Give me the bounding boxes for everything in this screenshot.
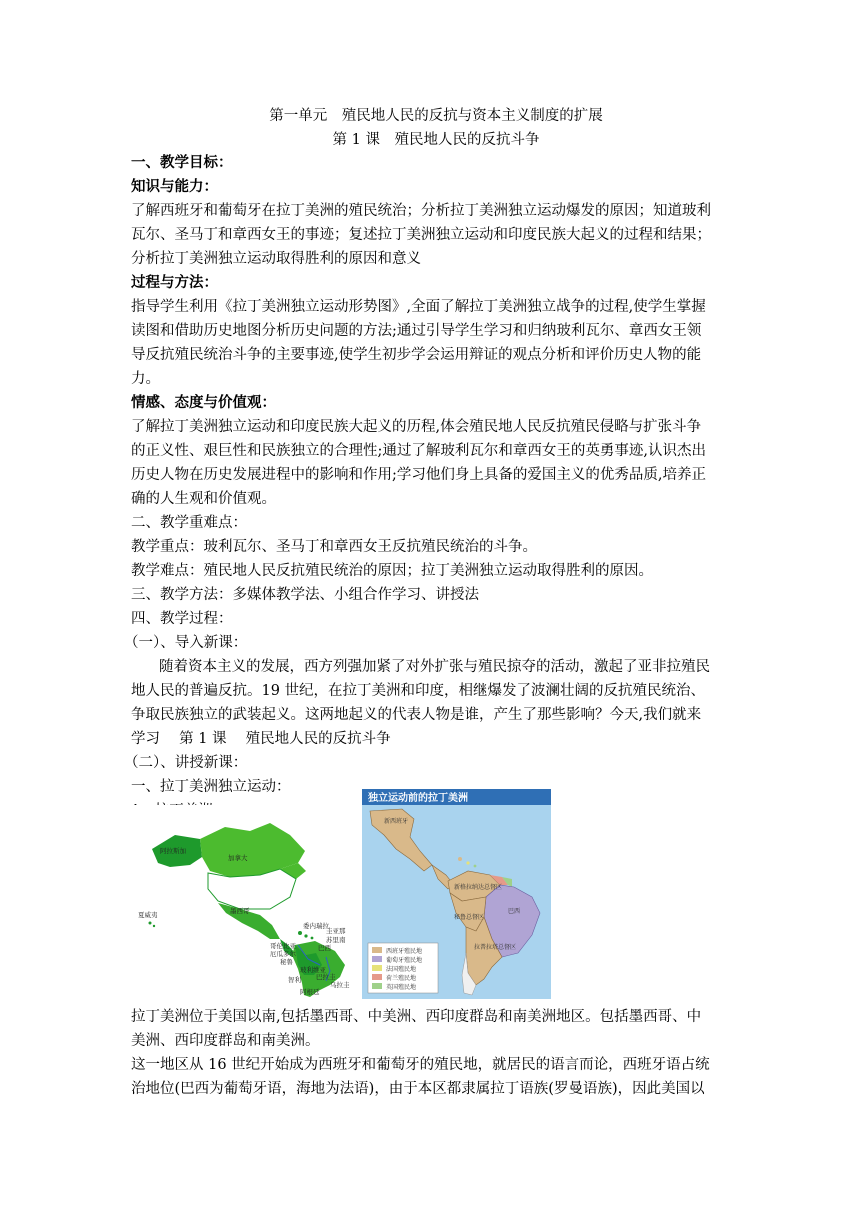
map-title: 独立运动前的拉丁美洲 bbox=[368, 793, 468, 804]
map-figures bbox=[130, 785, 555, 1000]
attitude-line: 确的人生观和价值观。 bbox=[131, 491, 276, 507]
map-label: 阿根廷 bbox=[300, 988, 320, 996]
body-line: 美洲、西印度群岛和南美洲。 bbox=[131, 1033, 320, 1049]
map-label: 苏里南 bbox=[326, 936, 346, 944]
legend-swatch bbox=[372, 983, 382, 989]
legend-swatch bbox=[372, 956, 382, 962]
attitude-heading: 情感、态度与价值观： bbox=[131, 394, 276, 411]
map-label: 智利 bbox=[288, 976, 301, 984]
body-line: 这一地区从 16 世纪开始成为西班牙和葡萄牙的殖民地，就居民的语言而论，西班牙语占统 bbox=[131, 1057, 710, 1073]
unit-title: 第一单元 殖民地人民的反抗与资本主义制度的扩展 bbox=[269, 108, 603, 124]
intro-line: 争取民族独立的武装起义。这两地起义的代表人物是谁，产生了那些影响？今天,我们就来 bbox=[131, 707, 702, 723]
legend-label: 葡萄牙殖民地 bbox=[386, 957, 423, 964]
process-method-line: 指导学生利用《拉丁美洲独立运动形势图》,全面了解拉丁美洲独立战争的过程,使学生掌握 bbox=[131, 299, 706, 315]
region-label: 拉普拉塔总督区 bbox=[474, 944, 517, 951]
goals-heading: 一、教学目标： bbox=[131, 154, 233, 171]
process-method-line: 导反抗殖民统治斗争的主要事迹,使学生初步学会运用辩证的观点分析和评价历史人物的能 bbox=[131, 347, 702, 363]
map-label: 玻利维亚 bbox=[300, 966, 326, 974]
process-method-line: 力。 bbox=[131, 371, 160, 387]
section-heading: 一、拉丁美洲独立运动： bbox=[131, 779, 291, 795]
attitude-line: 的正义性、艰巨性和民族独立的合理性;通过了解玻利瓦尔和章西女王的英勇事迹,认识杰出 bbox=[131, 443, 706, 459]
map-label: 厄瓜多尔 bbox=[270, 950, 296, 958]
legend-swatch bbox=[372, 974, 382, 980]
knowledge-line: 瓦尔、圣马丁和章西女王的事迹；复述拉丁美洲独立运动和印度民族大起义的过程和结果； bbox=[131, 227, 711, 243]
map-label: 秘鲁 bbox=[280, 958, 293, 966]
intro-line: 随着资本主义的发展，西方列强加紧了对外扩张与殖民掠夺的活动，激起了亚非拉殖民 bbox=[159, 659, 710, 675]
intro-heading: （一）、导入新课： bbox=[124, 635, 248, 651]
body-line: 治地位(巴西为葡萄牙语，海地为法语)，由于本区都隶属拉丁语族(罗曼语族)，因此美国以 bbox=[131, 1081, 705, 1097]
legend-swatch bbox=[372, 947, 382, 953]
lesson-title: 第 1 课 殖民地人民的反抗斗争 bbox=[332, 132, 540, 148]
key-point: 教学重点：玻利瓦尔、圣马丁和章西女王反抗殖民统治的斗争。 bbox=[131, 539, 537, 555]
map-label: 巴西 bbox=[318, 944, 331, 952]
map-label: 夏威夷 bbox=[138, 911, 158, 919]
methods: 三、教学方法：多媒体教学法、小组合作学习、讲授法 bbox=[131, 587, 479, 603]
legend-label: 法国殖民地 bbox=[386, 966, 417, 973]
knowledge-line: 分析拉丁美洲独立运动取得胜利的原因和意义 bbox=[131, 251, 421, 267]
latin-america-colonial-map bbox=[362, 789, 551, 999]
legend-label: 英国殖民地 bbox=[386, 984, 417, 991]
map-label: 加拿大 bbox=[228, 854, 248, 862]
knowledge-heading: 知识与能力： bbox=[131, 178, 218, 195]
intro-line: 学习 第 1 课 殖民地人民的反抗斗争 bbox=[131, 731, 391, 747]
legend-swatch bbox=[372, 965, 382, 971]
map-label: 哥伦比亚 bbox=[270, 942, 296, 950]
map-label: 墨西哥 bbox=[230, 907, 250, 915]
region-label: 巴西 bbox=[508, 908, 521, 915]
body-line: 拉丁美洲位于美国以南,包括墨西哥、中美洲、西印度群岛和南美洲地区。包括墨西哥、中 bbox=[131, 1009, 702, 1025]
teaching-process-heading: 四、教学过程： bbox=[131, 611, 233, 627]
map-label: 圭亚那 bbox=[326, 927, 346, 935]
map-label: 乌拉圭 bbox=[330, 981, 350, 989]
region-label: 新西班牙 bbox=[384, 818, 409, 825]
map-label: 阿拉斯加 bbox=[160, 847, 186, 855]
process-method-heading: 过程与方法： bbox=[131, 274, 218, 291]
intro-line: 地人民的普遍反抗。19 世纪，在拉丁美洲和印度，相继爆发了波澜壮阔的反抗殖民统治、 bbox=[131, 683, 706, 699]
legend-label: 西班牙殖民地 bbox=[386, 948, 423, 955]
legend-label: 荷兰殖民地 bbox=[386, 975, 417, 982]
difficulty: 教学难点：殖民地人民反抗殖民统治的原因；拉丁美洲独立运动取得胜利的原因。 bbox=[131, 563, 653, 579]
focus-heading: 二、教学重难点： bbox=[131, 515, 247, 531]
knowledge-line: 了解西班牙和葡萄牙在拉丁美洲的殖民统治；分析拉丁美洲独立运动爆发的原因；知道玻利 bbox=[131, 203, 711, 219]
region-label: 秘鲁总督区 bbox=[454, 914, 485, 921]
americas-map bbox=[130, 805, 352, 997]
attitude-line: 历史人物在历史发展进程中的影响和作用;学习他们身上具备的爱国主义的优秀品质,培养正 bbox=[131, 467, 706, 483]
process-method-line: 读图和借助历史地图分析历史问题的方法;通过引导学生学习和归纳玻利瓦尔、章西女王领 bbox=[131, 323, 702, 339]
map-label: 委内瑞拉 bbox=[303, 922, 329, 930]
region-label: 新格拉纳达总督区 bbox=[454, 884, 503, 891]
teach-heading: （二）、讲授新课： bbox=[124, 755, 248, 771]
map-label: 巴拉圭 bbox=[316, 973, 336, 981]
attitude-line: 了解拉丁美洲独立运动和印度民族大起义的历程,体会殖民地人民反抗殖民侵略与扩张斗争 bbox=[131, 419, 702, 435]
